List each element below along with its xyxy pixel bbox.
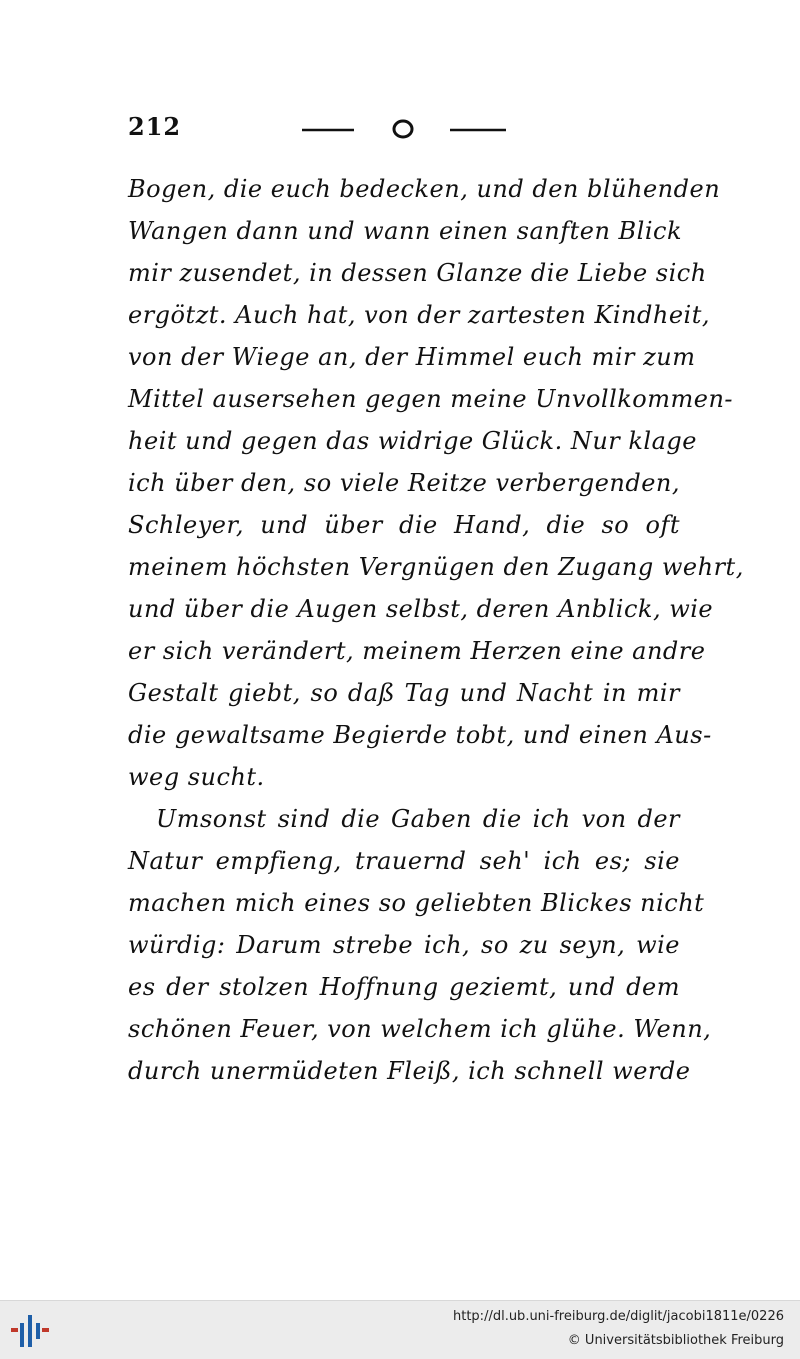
paragraph-1 [128,168,744,798]
text-line: von der Wiege an, der Himmel euch mir zum [128,343,696,371]
text-line: würdig: Darum strebe ich, so zu seyn, wie [128,931,680,959]
text-line: Umsonst sind die Gaben die ich von der [156,805,680,833]
ub-freiburg-logo-icon[interactable] [10,1313,50,1349]
text-line: Mittel ausersehen gegen meine Unvollkommen- [128,385,734,413]
text-line: Schleyer, und über die Hand, die so oft [128,511,680,539]
copyright-notice: © Universitätsbibliothek Freiburg [567,1333,784,1348]
text-line: meinem höchsten Vergnügen den Zugang wehrt, [128,553,744,581]
text-line: ergötzt. Auch hat, von der zartesten Kindheit, [128,301,710,329]
paragraph-2 [128,798,712,1092]
text-line: er sich verändert, meinem Herzen eine andre [128,637,706,665]
text-line: Wangen dann und wann einen sanften Blick [128,217,683,245]
text-line: mir zusendet, in dessen Glanze die Liebe sich [128,259,707,287]
text-line: heit und gegen das widrige Glück. Nur klage [128,427,697,455]
page-header [128,112,678,144]
text-line: Gestalt giebt, so daß Tag und Nacht in mir [128,679,680,707]
text-line: ich über den, so viele Reitze verbergenden, [128,469,680,497]
text-line: durch unermüdeten Fleiß, ich schnell werde [128,1057,691,1085]
text-line: Natur empfieng, trauernd seh' ich es; sie [128,847,680,875]
viewer-footer [0,1300,800,1359]
text-line: schönen Feuer, von welchem ich glühe. Wenn, [128,1015,712,1043]
text-line: weg sucht. [128,763,265,791]
text-line: Bogen, die euch bedecken, und den blühenden [128,175,721,203]
text-line: machen mich eines so geliebten Blickes nicht [128,889,705,917]
document-url-link[interactable]: http://dl.ub.uni-freiburg.de/diglit/jacobi1811e/0226 [453,1309,784,1324]
header-ornament-icon [300,116,510,140]
text-line: die gewaltsame Begierde tobt, und einen Aus- [128,721,712,749]
page-number: 212 [128,112,182,141]
text-line: es der stolzen Hoffnung geziemt, und dem [128,973,680,1001]
text-line: und über die Augen selbst, deren Anblick, wie [128,595,714,623]
body-text [128,168,744,1092]
